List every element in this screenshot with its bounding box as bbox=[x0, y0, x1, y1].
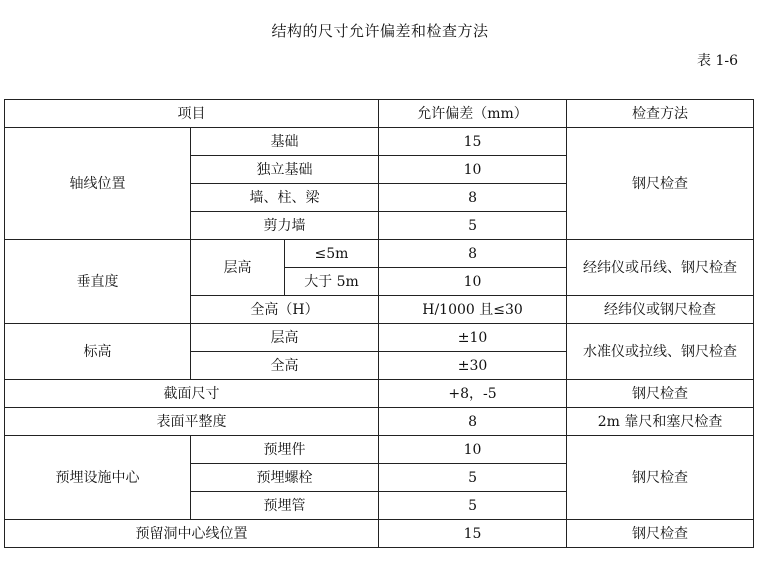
group-label-vertical: 垂直度 bbox=[5, 240, 191, 324]
sub-item: 基础 bbox=[191, 128, 379, 156]
tolerance-value: 8 bbox=[379, 184, 567, 212]
tolerance-value: 10 bbox=[379, 268, 567, 296]
tolerance-value: 5 bbox=[379, 492, 567, 520]
check-method: 水准仪或拉线、钢尺检查 bbox=[567, 324, 754, 380]
item-label-section: 截面尺寸 bbox=[5, 380, 379, 408]
tolerance-value: 10 bbox=[379, 436, 567, 464]
tolerance-value: +8，-5 bbox=[379, 380, 567, 408]
sub-item: 剪力墙 bbox=[191, 212, 379, 240]
header-method: 检查方法 bbox=[567, 100, 754, 128]
sub-item: 预埋管 bbox=[191, 492, 379, 520]
table-row bbox=[5, 240, 754, 268]
group-label-axis: 轴线位置 bbox=[5, 128, 191, 240]
table-row bbox=[5, 324, 754, 352]
sub-item: 层高 bbox=[191, 324, 379, 352]
tolerance-value: 10 bbox=[379, 156, 567, 184]
group-label-elevation: 标高 bbox=[5, 324, 191, 380]
table-row bbox=[5, 436, 754, 464]
sub-item: 独立基础 bbox=[191, 156, 379, 184]
sub-item: 大于 5m bbox=[285, 268, 379, 296]
item-label-hole: 预留洞中心线位置 bbox=[5, 520, 379, 548]
document-title: 结构的尺寸允许偏差和检查方法 bbox=[271, 22, 489, 40]
check-method: 经纬仪或钢尺检查 bbox=[567, 296, 754, 324]
check-method: 钢尺检查 bbox=[567, 520, 754, 548]
header-item: 项目 bbox=[5, 100, 379, 128]
check-method: 钢尺检查 bbox=[567, 380, 754, 408]
sub-item: 预埋件 bbox=[191, 436, 379, 464]
tolerance-value: ±30 bbox=[379, 352, 567, 380]
tolerance-value: 15 bbox=[379, 520, 567, 548]
tolerance-value: ±10 bbox=[379, 324, 567, 352]
sub-item: ≤5m bbox=[285, 240, 379, 268]
tolerance-value: 8 bbox=[379, 240, 567, 268]
tolerance-value: 5 bbox=[379, 464, 567, 492]
check-method: 经纬仪或吊线、钢尺检查 bbox=[567, 240, 754, 296]
sub-item: 墙、柱、梁 bbox=[191, 184, 379, 212]
table-row bbox=[5, 128, 754, 156]
table-row bbox=[5, 408, 754, 436]
sub-item: 全高 bbox=[191, 352, 379, 380]
sub-group-label-floor: 层高 bbox=[191, 240, 285, 296]
tolerance-value: H/1000 且≤30 bbox=[379, 296, 567, 324]
group-label-embedded: 预埋设施中心 bbox=[5, 436, 191, 520]
check-method: 钢尺检查 bbox=[567, 128, 754, 240]
tolerance-value: 5 bbox=[379, 212, 567, 240]
table-row bbox=[5, 520, 754, 548]
sub-item: 预埋螺栓 bbox=[191, 464, 379, 492]
check-method: 钢尺检查 bbox=[567, 436, 754, 520]
header-tolerance: 允许偏差（mm） bbox=[379, 100, 567, 128]
sub-item: 全高（H） bbox=[191, 296, 379, 324]
table-number: 表 1-6 bbox=[697, 53, 738, 69]
item-label-flatness: 表面平整度 bbox=[5, 408, 379, 436]
tolerance-value: 15 bbox=[379, 128, 567, 156]
header-row bbox=[5, 100, 754, 128]
tolerance-table bbox=[4, 99, 754, 548]
check-method: 2m 靠尺和塞尺检查 bbox=[567, 408, 754, 436]
tolerance-value: 8 bbox=[379, 408, 567, 436]
table-row bbox=[5, 380, 754, 408]
